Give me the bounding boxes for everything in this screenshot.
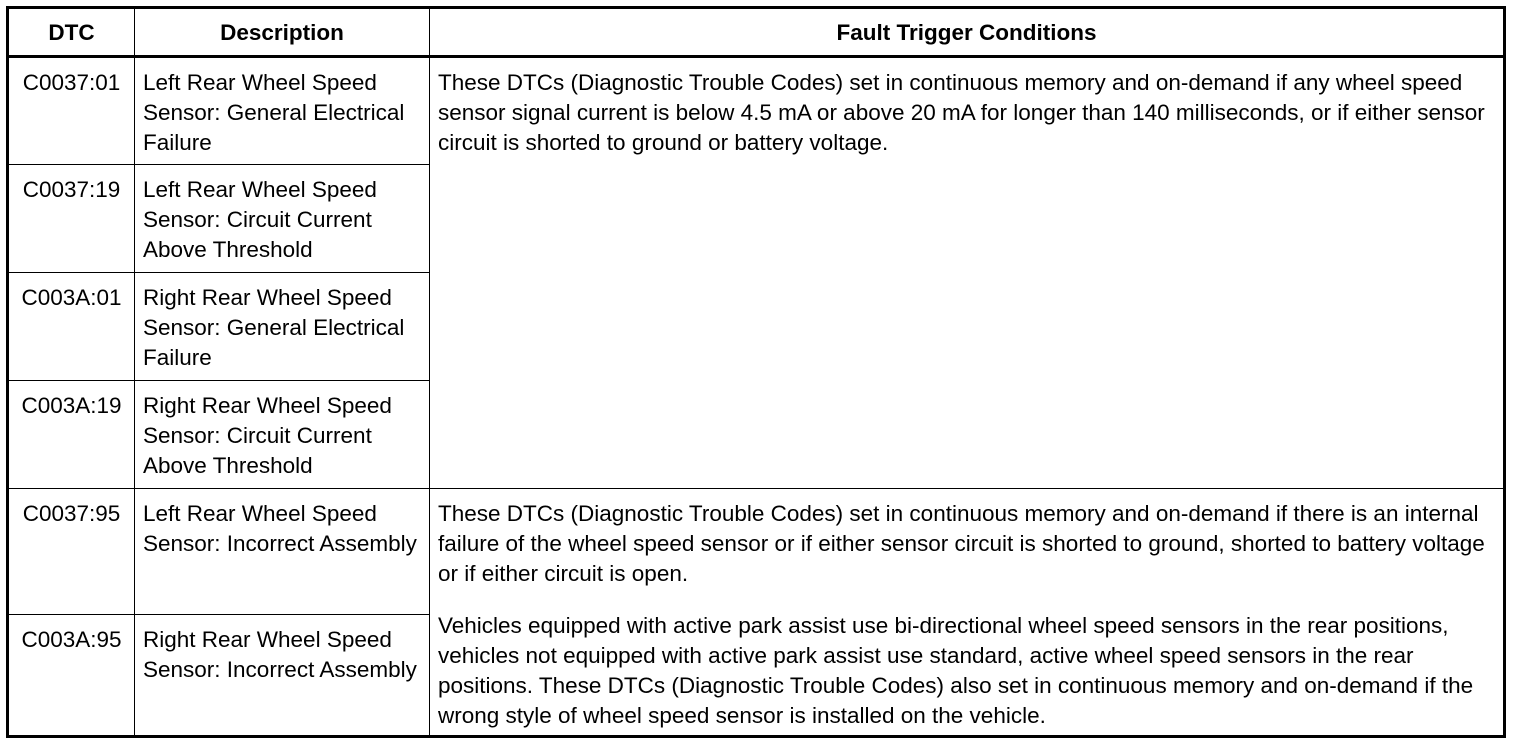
- table-row: [8, 489, 1505, 615]
- header-row: [8, 8, 1505, 57]
- dtc-code: C0037:01: [8, 57, 135, 165]
- dtc-description: Left Rear Wheel Speed Sensor: Circuit Current Above Threshold: [135, 165, 430, 273]
- fault-conditions-text: These DTCs (Diagnostic Trouble Codes) set in continuous memory and on-demand if any wheel speed sensor signal current is below 4.5 mA or above 20 mA for longer than 140 milliseconds, or if either sensor circuit is shorted to ground or battery voltage.: [438, 70, 1485, 155]
- table-row: [8, 57, 1505, 165]
- header-conditions: Fault Trigger Conditions: [430, 8, 1505, 57]
- dtc-description: Left Rear Wheel Speed Sensor: General Electrical Failure: [135, 57, 430, 165]
- dtc-code: C0037:19: [8, 165, 135, 273]
- dtc-description: Left Rear Wheel Speed Sensor: Incorrect Assembly: [135, 489, 430, 615]
- dtc-description: Right Rear Wheel Speed Sensor: Circuit Current Above Threshold: [135, 381, 430, 489]
- dtc-table: [6, 6, 1506, 738]
- dtc-code: C003A:19: [8, 381, 135, 489]
- dtc-description: Right Rear Wheel Speed Sensor: Incorrect Assembly: [135, 615, 430, 737]
- fault-conditions: [430, 57, 1505, 489]
- dtc-code: C003A:95: [8, 615, 135, 737]
- fault-conditions-text: These DTCs (Diagnostic Trouble Codes) set in continuous memory and on-demand if there is an internal failure of the wheel speed sensor or if either sensor circuit is shorted to ground, shorted to battery voltage or if either circuit is open.: [438, 501, 1485, 586]
- header-dtc: DTC: [8, 8, 135, 57]
- dtc-description: Right Rear Wheel Speed Sensor: General Electrical Failure: [135, 273, 430, 381]
- dtc-code: C0037:95: [8, 489, 135, 615]
- header-description: Description: [135, 8, 430, 57]
- fault-conditions-note: Vehicles equipped with active park assist use bi-directional wheel speed sensors in the rear positions, vehicles not equipped with active park assist use standard, active wheel speed sensors in the rear positions. These DTCs (Diagnostic Trouble Codes) also set in continuous memory and on-demand if the wrong style of wheel speed sensor is installed on the vehicle.: [438, 613, 1474, 728]
- dtc-code: C003A:01: [8, 273, 135, 381]
- fault-conditions: [430, 489, 1505, 737]
